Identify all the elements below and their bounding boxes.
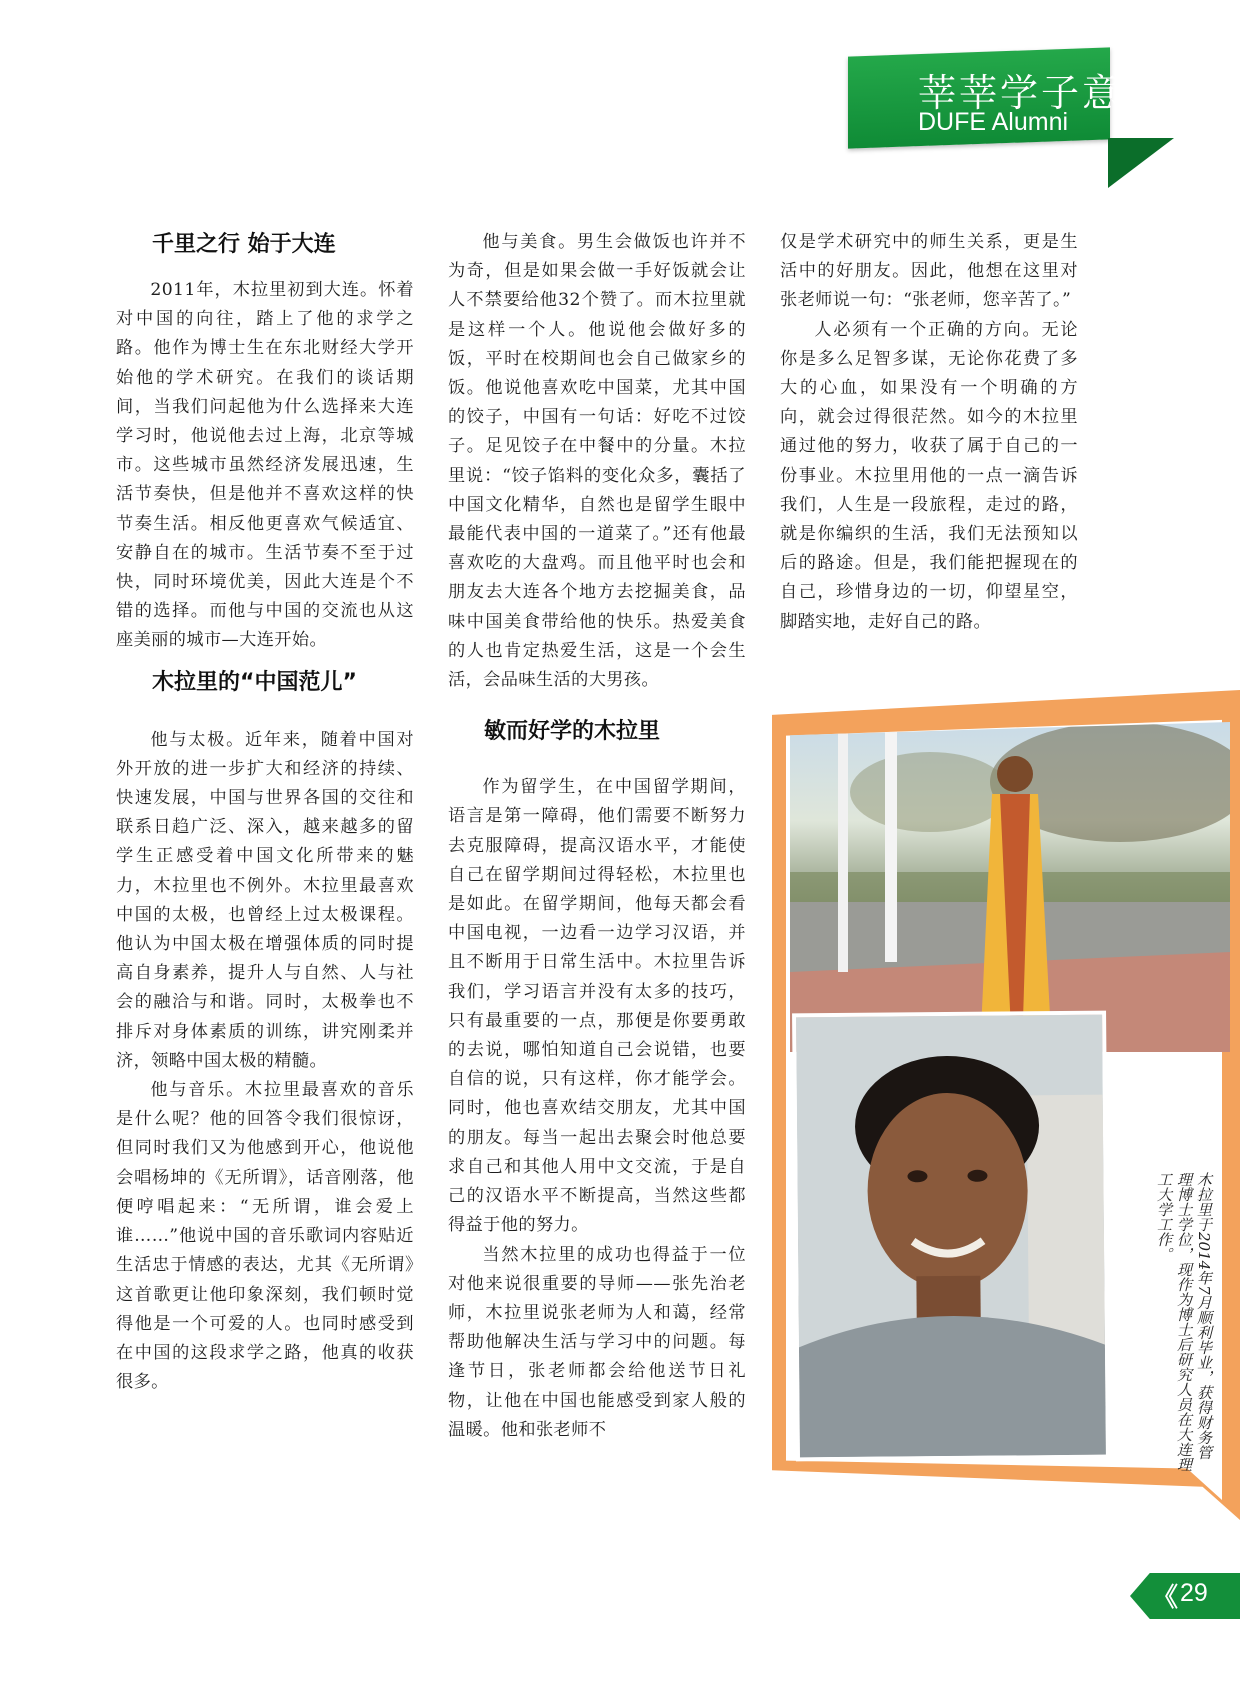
paragraph-direction: 人必须有一个正确的方向。无论你是多么足智多谋，无论你花费了多大的心血，如果没有一个明确的方向，就会过得很茫然。如今的木拉里通过他的努力，收获了属于自己的一份事业。木拉里用他的一点一滴告诉我们，人生是一段旅程，走过的路，就是你编织的生活，我们无法预知以后的路途。但是，我们能把握现在的自己，珍惜身边的一切，仰望星空，脚踏实地，走好自己的路。 <box>780 319 1078 632</box>
photo-portrait-illustration <box>796 1015 1106 1458</box>
column-2 <box>448 228 746 1445</box>
heading-dalian: 千里之行 始于大连 <box>152 232 336 257</box>
paragraph-language: 作为留学生，在中国留学期间，语言是第一障碍，他们需要不断努力去克服障碍，提高汉语水平，才能使自己在留学期间过得轻松，木拉里也是如此。在留学期间，他每天都会看中国电视，一边看一边学习汉语，并且不断用于日常生活中。木拉里告诉我们，学习语言并没有太多的技巧，只有最重要的一点，那便是你要勇敢的去说，哪怕知道自己会说错，也要自信的说，只有这样，你才能学会。同时，他也喜欢结交朋友，尤其中国的朋友。每当一起出去聚会时他总要求自己和其他人用中文交流，于是自己的汉语水平不断提高，当然这些都得益于他的努力。 <box>448 777 746 1236</box>
heading-studious: 敏而好学的木拉里 <box>484 719 661 745</box>
photo-full-body <box>790 722 1230 1052</box>
column-1 <box>116 228 414 1397</box>
page-number: 29 <box>1180 1579 1208 1607</box>
paragraph-music: 他与音乐。木拉里最喜欢的音乐是什么呢？他的回答令我们很惊讶，但同时我们又为他感到开心，他说他会唱杨坤的《无所谓》，话音刚落，他便哼唱起来：“无所谓，谁会爱上谁……”他说中国的音乐歌词内容贴近生活忠于情感的表达，尤其《无所谓》这首歌更让他印象深刻，我们顿时觉得他是一个可爱的人。也同时感受到在中国的这段求学之路，他真的收获很多。 <box>116 1080 414 1393</box>
paragraph-mentor: 当然木拉里的成功也得益于一位对他来说很重要的导师——张先治老师，木拉里说张老师为人和蔼，经常帮助他解决生活与学习中的问题。每逢节日，张老师都会给他送节日礼物，让他在中国也能感受到家人般的温暖。他和张老师不 <box>448 1244 746 1440</box>
photo-portrait <box>792 1011 1110 1462</box>
section-subtitle: DUFE Alumni <box>918 108 1069 136</box>
paragraph-taiji: 他与太极。近年来，随着中国对外开放的进一步扩大和经济的持续、快速发展，中国与世界各国的交往和联系日趋广泛、深入，越来越多的留学生正感受着中国文化所带来的魅力，木拉里也不例外。木拉里最喜欢中国的太极，也曾经上过太极课程。他认为中国太极在增强体质的同时提高自身素养，提升人与自然、人与社会的融洽与和谐。同时，太极拳也不排斥对身体素质的训练，讲究刚柔并济，领略中国太极的精髓。 <box>116 729 414 1071</box>
paragraph-mentor-cont: 仅是学术研究中的师生关系，更是生活中的好朋友。因此，他想在这里对张老师说一句：“张老师，您辛苦了。” <box>780 232 1078 311</box>
heading-chinese-style: 木拉里的“中国范儿” <box>152 669 357 695</box>
section-title: 莘莘学子意 <box>918 71 1124 115</box>
chevron-left-icon: 《 <box>1152 1583 1179 1613</box>
paragraph-dalian: 2011年，木拉里初到大连。怀着对中国的向往，踏上了他的求学之路。他作为博士生在东北财经大学开始他的学术研究。在我们的谈话期间，当我们问起他为什么选择来大连学习时，他说他去过上海，北京等城市。这些城市虽然经济发展迅速，生活节奏快，但是他并不喜欢这样的快节奏生活。相反他更喜欢气候适宜、安静自在的城市。生活节奏不至于过快，同时环境优美，因此大连是个不错的选择。而他与中国的交流也从这座美丽的城市—大连开始。 <box>116 280 414 651</box>
photo-full-body-illustration <box>790 722 1230 1052</box>
column-3 <box>780 228 1078 637</box>
paragraph-food: 他与美食。男生会做饭也许并不为奇，但是如果会做一手好饭就会让人不禁要给他32个赞了。而木拉里就是这样一个人。他说他会做好多的饭，平时在校期间也会自己做家乡的饭。他说他喜欢吃中国菜，尤其中国的饺子，中国有一句话：好吃不过饺子。足见饺子在中餐中的分量。木拉里说：“饺子馅料的变化众多，囊括了中国文化精华，自然也是留学生眼中最能代表中国的一道菜了。”还有他最喜欢吃的大盘鸡。而且他平时也会和朋友去大连各个地方去挖掘美食，品味中国美食带给他的快乐。热爱美食的人也肯定热爱生活，这是一个会生活，会品味生活的大男孩。 <box>448 232 746 691</box>
photo-caption: 木拉里于2014年7月顺利毕业，获得财务管理博士学位，现作为博士后研究人员在大连理工大学工作。 <box>1155 1172 1213 1472</box>
ribbon-fold <box>1108 138 1174 188</box>
